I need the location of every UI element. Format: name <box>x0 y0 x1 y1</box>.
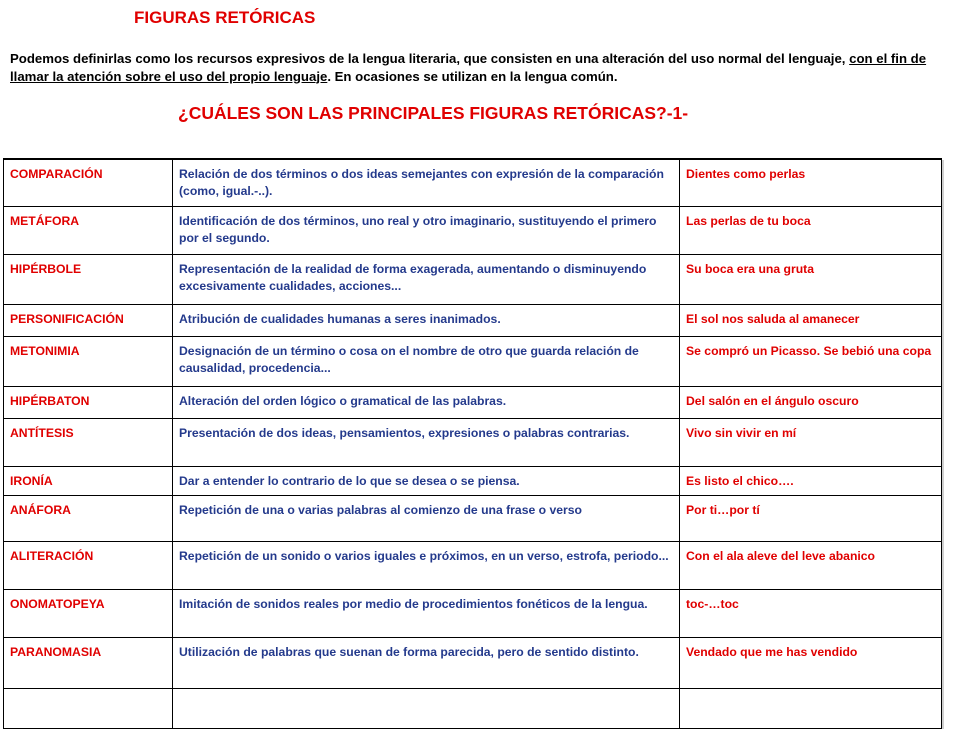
figures-table <box>3 158 942 729</box>
empty-cell <box>173 688 680 728</box>
table-row <box>4 254 942 304</box>
figure-term: ANÁFORA <box>4 495 173 541</box>
figure-definition: Relación de dos términos o dos ideas semejantes con expresión de la comparación (como, igual.-..). <box>173 159 680 206</box>
figure-definition: Representación de la realidad de forma exagerada, aumentando o disminuyendo excesivamente cualidades, acciones... <box>173 254 680 304</box>
figure-term: COMPARACIÓN <box>4 159 173 206</box>
intro-underlined-text: con el fin de llamar la atención sobre el uso del propio lenguaje <box>10 51 927 84</box>
figure-definition: Repetición de una o varias palabras al comienzo de una frase o verso <box>173 495 680 541</box>
table-row <box>4 637 942 688</box>
figure-definition: Repetición de un sonido o varios iguales e próximos, en un verso, estrofa, periodo... <box>173 541 680 589</box>
table-row <box>4 418 942 466</box>
figure-example: Por ti…por tí <box>680 495 942 541</box>
empty-cell <box>680 688 942 728</box>
table-row <box>4 159 942 206</box>
figure-example: Vendado que me has vendido <box>680 637 942 688</box>
intro-text-end: . En ocasiones se utilizan en la lengua común. <box>327 68 618 84</box>
section-subtitle: ¿CUÁLES SON LAS PRINCIPALES FIGURAS RETÓRICAS?-1- <box>178 103 689 123</box>
table-row <box>4 336 942 386</box>
figure-term: ANTÍTESIS <box>4 418 173 466</box>
figure-example: Las perlas de tu boca <box>680 206 942 254</box>
figure-example: Con el ala aleve del leve abanico <box>680 541 942 589</box>
figure-example: Su boca era una gruta <box>680 254 942 304</box>
figure-term: ALITERACIÓN <box>4 541 173 589</box>
figure-definition: Alteración del orden lógico o gramatical de las palabras. <box>173 386 680 418</box>
figure-term: IRONÍA <box>4 466 173 495</box>
figure-term: HIPÉRBOLE <box>4 254 173 304</box>
table-row <box>4 495 942 541</box>
figure-definition: Utilización de palabras que suenan de forma parecida, pero de sentido distinto. <box>173 637 680 688</box>
figure-term: METÁFORA <box>4 206 173 254</box>
figure-example: Del salón en el ángulo oscuro <box>680 386 942 418</box>
figure-definition: Atribución de cualidades humanas a seres inanimados. <box>173 304 680 336</box>
figure-example: Es listo el chico…. <box>680 466 942 495</box>
figure-example: Dientes como perlas <box>680 159 942 206</box>
intro-text: Podemos definirlas como los recursos expresivos de la lengua literaria, que consisten en una alteración del uso normal del lenguaje, <box>10 51 850 66</box>
figure-definition: Designación de un término o cosa on el nombre de otro que guarda relación de causalidad, procedencia... <box>173 336 680 386</box>
figure-definition: Presentación de dos ideas, pensamientos, expresiones o palabras contrarias. <box>173 418 680 466</box>
figure-example: toc-…toc <box>680 589 942 637</box>
figure-term: METONIMIA <box>4 336 173 386</box>
figure-example: Se compró un Picasso. Se bebió una copa <box>680 336 942 386</box>
figure-example: Vivo sin vivir en mí <box>680 418 942 466</box>
figure-term: ONOMATOPEYA <box>4 589 173 637</box>
figure-term: HIPÉRBATON <box>4 386 173 418</box>
empty-table-row <box>4 688 942 728</box>
page-title: FIGURAS RETÓRICAS <box>134 8 316 27</box>
empty-cell <box>4 688 173 728</box>
figure-example: El sol nos saluda al amanecer <box>680 304 942 336</box>
figure-definition: Identificación de dos términos, uno real y otro imaginario, sustituyendo el primero por el segundo. <box>173 206 680 254</box>
table-row <box>4 541 942 589</box>
table-row <box>4 206 942 254</box>
figure-term: PARANOMASIA <box>4 637 173 688</box>
table-row <box>4 466 942 495</box>
table-row <box>4 386 942 418</box>
figure-term: PERSONIFICACIÓN <box>4 304 173 336</box>
intro-paragraph <box>10 50 950 85</box>
figure-definition: Dar a entender lo contrario de lo que se desea o se piensa. <box>173 466 680 495</box>
table-row <box>4 304 942 336</box>
table-row <box>4 589 942 637</box>
figure-definition: Imitación de sonidos reales por medio de procedimientos fonéticos de la lengua. <box>173 589 680 637</box>
